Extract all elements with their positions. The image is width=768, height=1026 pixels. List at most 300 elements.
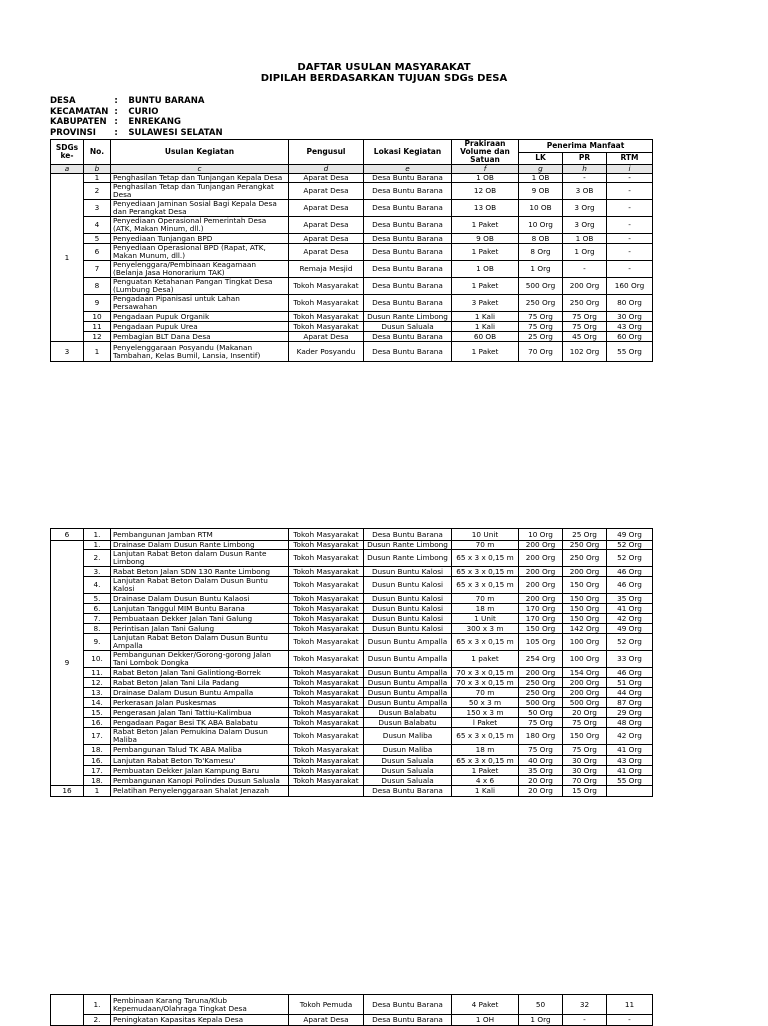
volume: 12 OB [452,183,519,200]
activity-name: Rabat Beton Jalan Tani Galintiong-Borrek [111,668,289,678]
volume: 70 m [452,541,519,550]
row-number: 1 [84,786,111,797]
beneficiary-lk: 200 Org [519,668,563,678]
beneficiary-rtm: 43 Org [607,756,653,766]
beneficiary-lk: 75 Org [519,718,563,728]
beneficiary-rtm: 48 Org [607,718,653,728]
info-value: CURIO [128,106,159,117]
volume: l Paket [452,718,519,728]
volume: 300 x 3 m [452,624,519,634]
location: Dusun Rante Limbong [364,312,452,322]
beneficiary-pr: 25 Org [563,529,607,541]
beneficiary-lk: 200 Org [519,567,563,577]
beneficiary-lk: 500 Org [519,698,563,708]
beneficiary-pr: 45 Org [563,332,607,342]
proposer: Tokoh Masyarakat [289,541,364,550]
activity-name: Lanjutan Rabat Beton dalam Dusun Rante Limbong [111,550,289,567]
table-row [51,651,653,668]
sdg-number: 1 [51,174,84,342]
volume: 65 x 3 x 0,15 m [452,756,519,766]
table-row [51,312,653,322]
proposer: Tokoh Masyarakat [289,678,364,688]
table-row [51,200,653,217]
volume: 4 x 6 [452,776,519,786]
location: Dusun Buntu Ampalla [364,634,452,651]
row-number: 9 [84,295,111,312]
proposer: Tokoh Masyarakat [289,698,364,708]
location: Desa Buntu Barana [364,234,452,244]
beneficiary-pr: 100 Org [563,651,607,668]
table-row [51,756,653,766]
column-letter: i [607,165,653,174]
column-letter-row [51,165,653,174]
proposer: Tokoh Masyarakat [289,529,364,541]
sdg-number: 9 [51,541,84,786]
row-number: 17. [84,728,111,745]
proposer: Tokoh Masyarakat [289,594,364,604]
table-row [51,614,653,624]
volume: 9 OB [452,234,519,244]
beneficiary-pr: 75 Org [563,322,607,332]
volume: 1 Unit [452,614,519,624]
table-row [51,668,653,678]
activity-name: Lanjutan Rabat Beton Dalam Dusun Buntu Kalosi [111,577,289,594]
location: Desa Buntu Barana [364,217,452,234]
location: Dusun Buntu Kalosi [364,604,452,614]
location: Dusun Buntu Kalosi [364,594,452,604]
proposer: Aparat Desa [289,174,364,183]
beneficiary-rtm: 44 Org [607,688,653,698]
row-number: 15. [84,708,111,718]
beneficiary-lk: 10 Org [519,217,563,234]
proposer: Tokoh Masyarakat [289,567,364,577]
column-letter: c [111,165,289,174]
row-number: 10 [84,312,111,322]
beneficiary-lk: 1 OB [519,174,563,183]
volume: 65 x 3 x 0,15 m [452,550,519,567]
beneficiary-rtm: 51 Org [607,678,653,688]
proposer: Tokoh Masyarakat [289,728,364,745]
beneficiary-pr: 200 Org [563,688,607,698]
location: Desa Buntu Barana [364,995,452,1015]
table-row [51,550,653,567]
beneficiary-lk: 500 Org [519,278,563,295]
beneficiary-rtm: - [607,234,653,244]
table-row [51,174,653,183]
row-number: 18. [84,776,111,786]
row-number: 11 [84,322,111,332]
info-label: KABUPATEN [50,117,107,127]
beneficiary-rtm: 35 Org [607,594,653,604]
activity-name: Pembangunan Talud TK ABA Maliba [111,745,289,756]
proposal-table-page-1 [50,139,653,362]
beneficiary-pr: 250 Org [563,550,607,567]
row-number: 1 [84,174,111,183]
volume: 150 x 3 m [452,708,519,718]
sdg-number: 6 [51,529,84,541]
info-row [50,96,229,107]
location: Dusun Buntu Kalosi [364,577,452,594]
proposer: Aparat Desa [289,244,364,261]
table-row [51,567,653,577]
beneficiary-pr: 150 Org [563,577,607,594]
table-row [51,541,653,550]
beneficiary-rtm: 60 Org [607,332,653,342]
location: Dusun Saluala [364,776,452,786]
beneficiary-lk: 10 OB [519,200,563,217]
beneficiary-pr: 200 Org [563,567,607,577]
beneficiary-lk: 180 Org [519,728,563,745]
header-pengusul: Pengusul [289,140,364,165]
header-lokasi: Lokasi Kegiatan [364,140,452,165]
proposer: Aparat Desa [289,217,364,234]
location: Dusun Rante Limbong [364,550,452,567]
activity-name: Pembangunan Jamban RTM [111,529,289,541]
volume: 1 Paket [452,278,519,295]
proposer: Tokoh Masyarakat [289,278,364,295]
document-subtitle: DIPILAH BERDASARKAN TUJUAN SDGs DESA [260,73,508,84]
proposal-table-page-2 [50,528,653,797]
location: Dusun Saluala [364,756,452,766]
beneficiary-pr: 200 Org [563,678,607,688]
location: Dusun Buntu Ampalla [364,698,452,708]
row-number: 13. [84,688,111,698]
location: Desa Buntu Barana [364,261,452,278]
beneficiary-rtm: 87 Org [607,698,653,708]
location: Desa Buntu Barana [364,529,452,541]
activity-name: Pembagian BLT Dana Desa [111,332,289,342]
beneficiary-rtm: - [607,200,653,217]
activity-name: Penghasilan Tetap dan Tunjangan Kepala Desa [111,174,289,183]
location: Dusun Balabatu [364,718,452,728]
beneficiary-rtm: 46 Org [607,668,653,678]
beneficiary-lk: 250 Org [519,295,563,312]
proposer: Kader Posyandu [289,342,364,362]
proposer: Tokoh Masyarakat [289,776,364,786]
beneficiary-pr: 15 Org [563,786,607,797]
table-row [51,698,653,708]
sdg-number: 3 [51,342,84,362]
volume: 1 paket [452,651,519,668]
beneficiary-rtm: 41 Org [607,604,653,614]
volume: 13 OB [452,200,519,217]
activity-name: Penyelenggara/Pembinaan Keagamaan (Belanja Jasa Honorarium TAK) [111,261,289,278]
activity-name: Penghasilan Tetap dan Tunjangan Perangkat Desa [111,183,289,200]
activity-name: Lanjutan Rabat Beton To'Kamesu' [111,756,289,766]
table-row [51,529,653,541]
beneficiary-lk: 70 Org [519,342,563,362]
activity-name: Drainase Dalam Dusun Buntu Ampalla [111,688,289,698]
location: Dusun Maliba [364,728,452,745]
beneficiary-lk: 75 Org [519,745,563,756]
header-pr: PR [563,152,607,165]
proposer: Tokoh Masyarakat [289,745,364,756]
beneficiary-lk: 200 Org [519,541,563,550]
proposer: Tokoh Pemuda [289,995,364,1015]
table-row [51,708,653,718]
beneficiary-pr: 3 OB [563,183,607,200]
volume: 1 Kali [452,312,519,322]
beneficiary-lk: 170 Org [519,614,563,624]
volume: 70 m [452,688,519,698]
beneficiary-pr: - [563,261,607,278]
location: Dusun Buntu Kalosi [364,614,452,624]
activity-name: Pengadaan Pupuk Organik [111,312,289,322]
beneficiary-rtm: - [607,217,653,234]
header-usulan: Usulan Kegiatan [111,140,289,165]
activity-name: Penguatan Ketahanan Pangan Tingkat Desa (Lumbung Desa) [111,278,289,295]
location-info [50,96,229,138]
table-row [51,322,653,332]
proposer: Tokoh Masyarakat [289,550,364,567]
beneficiary-pr: 32 [563,995,607,1015]
proposer: Tokoh Masyarakat [289,624,364,634]
beneficiary-rtm: 33 Org [607,651,653,668]
table-row [51,594,653,604]
info-separator: : [114,117,118,127]
volume: 50 x 3 m [452,698,519,708]
activity-name: Penyelenggaraan Posyandu (Makanan Tambahan, Kelas Bumil, Lansia, Insentif) [111,342,289,362]
proposer: Tokoh Masyarakat [289,614,364,624]
volume: 65 x 3 x 0,15 m [452,634,519,651]
location: Desa Buntu Barana [364,295,452,312]
proposer: Tokoh Masyarakat [289,718,364,728]
row-number: 17. [84,766,111,776]
activity-name: Penyediaan Tunjangan BPD [111,234,289,244]
table-row [51,995,653,1015]
table-row [51,688,653,698]
beneficiary-lk: 40 Org [519,756,563,766]
activity-name: Rabat Beton Jalan SDN 130 Rante Limbong [111,567,289,577]
table-row [51,728,653,745]
beneficiary-pr: 75 Org [563,745,607,756]
beneficiary-rtm: 46 Org [607,577,653,594]
table-row [51,234,653,244]
beneficiary-rtm: - [607,261,653,278]
beneficiary-lk: 250 Org [519,688,563,698]
proposer: Tokoh Masyarakat [289,668,364,678]
proposer: Tokoh Masyarakat [289,756,364,766]
document-title: DAFTAR USULAN MASYARAKAT [297,62,471,73]
beneficiary-rtm: 52 Org [607,634,653,651]
proposer: Tokoh Masyarakat [289,577,364,594]
beneficiary-pr: 150 Org [563,728,607,745]
info-separator: : [114,96,118,106]
proposer: Tokoh Masyarakat [289,766,364,776]
beneficiary-lk: 200 Org [519,577,563,594]
location: Dusun Buntu Ampalla [364,651,452,668]
table-row [51,577,653,594]
row-number: 8. [84,624,111,634]
beneficiary-lk: 25 Org [519,332,563,342]
volume: 18 m [452,745,519,756]
row-number: 2. [84,550,111,567]
volume: 1 OB [452,174,519,183]
row-number: 1. [84,995,111,1015]
beneficiary-lk: 8 Org [519,244,563,261]
location: Dusun Saluala [364,766,452,776]
location: Dusun Buntu Ampalla [364,688,452,698]
activity-name: Penyediaan Operasional BPD (Rapat, ATK, Makan Munum, dll.) [111,244,289,261]
location: Desa Buntu Barana [364,1015,452,1026]
beneficiary-pr: 30 Org [563,766,607,776]
beneficiary-lk: 170 Org [519,604,563,614]
beneficiary-lk: 35 Org [519,766,563,776]
row-number: 6 [84,244,111,261]
beneficiary-rtm: 160 Org [607,278,653,295]
header-lk: LK [519,152,563,165]
volume: 65 x 3 x 0,15 m [452,567,519,577]
activity-name: Pembuataan Dekker Jalan Tani Galung [111,614,289,624]
table-row [51,604,653,614]
beneficiary-rtm: 42 Org [607,614,653,624]
volume: 4 Paket [452,995,519,1015]
beneficiary-lk: 1 Org [519,1015,563,1026]
beneficiary-lk: 50 [519,995,563,1015]
row-number: 8 [84,278,111,295]
activity-name: Drainase Dalam Dusun Rante Limbong [111,541,289,550]
beneficiary-pr: 150 Org [563,604,607,614]
volume: 65 x 3 x 0,15 m [452,728,519,745]
row-number: 5. [84,594,111,604]
beneficiary-pr: 1 OB [563,234,607,244]
beneficiary-rtm: 55 Org [607,342,653,362]
activity-name: Pembangunan Dekker/Gorong-gorong Jalan Tani Lombok Dongka [111,651,289,668]
volume: 1 Kali [452,322,519,332]
column-letter: h [563,165,607,174]
header-penerima: Penerima Manfaat [519,140,653,153]
location: Desa Buntu Barana [364,332,452,342]
proposer: Tokoh Masyarakat [289,312,364,322]
table-row [51,183,653,200]
activity-name: Rabat Beton Jalan Tani Lila Padang [111,678,289,688]
beneficiary-pr: 70 Org [563,776,607,786]
location: Desa Buntu Barana [364,183,452,200]
row-number: 1. [84,529,111,541]
table-row [51,295,653,312]
location: Dusun Buntu Kalosi [364,567,452,577]
location: Dusun Saluala [364,322,452,332]
activity-name: Rabat Beton Jalan Pemukina Dalam Dusun Maliba [111,728,289,745]
table-row [51,776,653,786]
info-separator: : [114,127,118,138]
beneficiary-lk: 250 Org [519,678,563,688]
info-row [50,117,229,128]
beneficiary-pr: 250 Org [563,541,607,550]
column-letter: b [84,165,111,174]
location: Desa Buntu Barana [364,200,452,217]
beneficiary-pr: 102 Org [563,342,607,362]
beneficiary-rtm: 11 [607,995,653,1015]
table-row [51,261,653,278]
beneficiary-lk: 200 Org [519,550,563,567]
volume: 70 m [452,594,519,604]
location: Desa Buntu Barana [364,786,452,797]
row-number: 11. [84,668,111,678]
beneficiary-pr: 500 Org [563,698,607,708]
beneficiary-lk: 20 Org [519,776,563,786]
proposer: Aparat Desa [289,332,364,342]
column-letter: a [51,165,84,174]
proposer: Tokoh Masyarakat [289,604,364,614]
row-number: 9. [84,634,111,651]
beneficiary-pr: 150 Org [563,594,607,604]
table-row [51,332,653,342]
info-value: SULAWESI SELATAN [128,127,223,138]
activity-name: Pelatihan Penyelenggaraan Shalat Jenazah [111,786,289,797]
beneficiary-rtm: 55 Org [607,776,653,786]
location: Desa Buntu Barana [364,174,452,183]
row-number: 7 [84,261,111,278]
info-row [50,107,229,118]
activity-name: Lanjutan Tanggul MIM Buntu Barana [111,604,289,614]
header-rtm: RTM [607,152,653,165]
activity-name: Perintisan Jalan Tani Galung [111,624,289,634]
header-volume: Prakiraan Volume dan Satuan [452,140,519,165]
proposer: Aparat Desa [289,1015,364,1026]
beneficiary-rtm: 41 Org [607,766,653,776]
row-number: 4 [84,217,111,234]
row-number: 16. [84,718,111,728]
location: Dusun Buntu Kalosi [364,624,452,634]
row-number: 18. [84,745,111,756]
activity-name: Lanjutan Rabat Beton Dalam Dusun Buntu Ampalla [111,634,289,651]
activity-name: Pengadaan Pupuk Urea [111,322,289,332]
activity-name: Penyediaan Operasional Pemerintah Desa (ATK, Makan Minum, dll.) [111,217,289,234]
volume: 70 x 3 x 0,15 m [452,678,519,688]
proposer: Remaja Mesjid [289,261,364,278]
beneficiary-pr: 150 Org [563,614,607,624]
info-separator: : [114,106,118,117]
volume: 1 OH [452,1015,519,1026]
table-row [51,624,653,634]
beneficiary-rtm: - [607,244,653,261]
beneficiary-pr: 3 Org [563,200,607,217]
beneficiary-pr: 100 Org [563,634,607,651]
beneficiary-lk: 9 OB [519,183,563,200]
table-row [51,244,653,261]
proposer: Tokoh Masyarakat [289,708,364,718]
beneficiary-lk: 20 Org [519,786,563,797]
row-number: 3 [84,200,111,217]
info-label: DESA [50,96,76,106]
beneficiary-lk: 150 Org [519,624,563,634]
beneficiary-lk: 8 OB [519,234,563,244]
row-number: 1 [84,342,111,362]
beneficiary-rtm: - [607,174,653,183]
beneficiary-pr: 75 Org [563,312,607,322]
beneficiary-rtm: 49 Org [607,529,653,541]
beneficiary-rtm: 49 Org [607,624,653,634]
beneficiary-lk: 75 Org [519,312,563,322]
row-number: 10. [84,651,111,668]
proposer: Aparat Desa [289,234,364,244]
proposer: Tokoh Masyarakat [289,295,364,312]
table-row [51,634,653,651]
location: Desa Buntu Barana [364,278,452,295]
row-number: 2. [84,1015,111,1026]
row-number: 1. [84,541,111,550]
row-number: 7. [84,614,111,624]
table-row [51,278,653,295]
info-label: PROVINSI [50,127,96,138]
location: Dusun Buntu Ampalla [364,668,452,678]
table-row [51,217,653,234]
row-number: 2 [84,183,111,200]
table-row [51,786,653,797]
beneficiary-pr: - [563,1015,607,1026]
proposer: Aparat Desa [289,183,364,200]
